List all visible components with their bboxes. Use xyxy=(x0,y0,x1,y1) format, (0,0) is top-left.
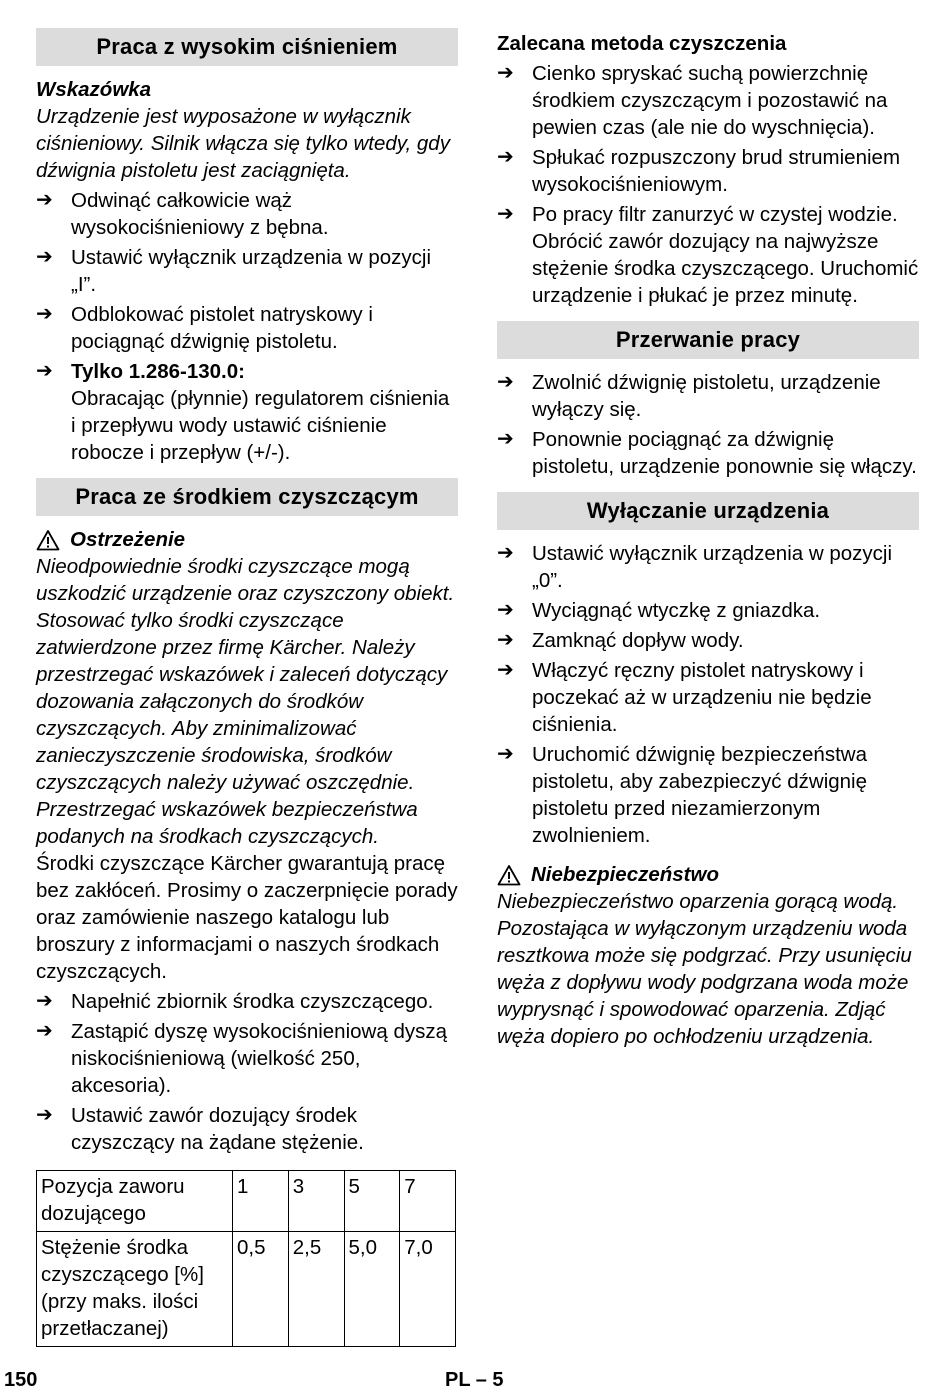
step-item: ➔ Odblokować pistolet natryskowy i pociągnąć dźwignię pistoletu. xyxy=(36,303,373,353)
warning-title: Ostrzeżenie xyxy=(36,526,458,553)
note-title: Wskazówka xyxy=(36,78,152,101)
step-item: ➔ Zwolnić dźwignię pistoletu, urządzenie wyłączy się. xyxy=(497,371,881,421)
section-header-shutdown: Wyłączanie urządzenia xyxy=(497,492,919,530)
arrow-icon: ➔ xyxy=(36,246,53,268)
note-text: Urządzenie jest wyposażone w wyłącznik ciśnieniowy. Silnik włącza się tylko wtedy, gdy dźwignia pistoletu jest zaciągnięta. xyxy=(36,105,450,182)
section-header-detergent: Praca ze środkiem czyszczącym xyxy=(36,478,458,516)
method-title: Zalecana metoda czyszczenia xyxy=(497,32,787,55)
table-cell: 3 xyxy=(288,1171,344,1232)
table-cell: 1 xyxy=(233,1171,289,1232)
dosage-table xyxy=(36,1170,456,1347)
section-header-pause: Przerwanie pracy xyxy=(497,321,919,359)
language-page-label: PL – 5 xyxy=(445,1369,504,1391)
model-only-label: Tylko 1.286-130.0: xyxy=(71,360,245,383)
warning-triangle-icon xyxy=(36,529,60,551)
step-item: ➔ Ponownie pociągnąć za dźwignię pistoletu, urządzenie ponownie się włączy. xyxy=(497,428,917,478)
table-cell: Stężenie środka czyszczącego [%] (przy maks. ilości przetłaczanej) xyxy=(37,1232,233,1347)
arrow-icon: ➔ xyxy=(497,203,514,225)
model-only-text: Obracając (płynnie) regulatorem ciśnienia i przepływu wody ustawić ciśnienie robocze i przepływ (+/-). xyxy=(71,387,450,464)
arrow-icon: ➔ xyxy=(497,146,514,168)
arrow-icon: ➔ xyxy=(497,542,514,564)
table-cell: Pozycja zaworu dozującego xyxy=(37,1171,233,1232)
step-item: ➔ Odwinąć całkowicie wąż wysokociśnieniowy z bębna. xyxy=(36,189,329,239)
page-number: 150 xyxy=(4,1369,38,1391)
step-item: ➔ Po pracy filtr zanurzyć w czystej wodzie. Obrócić zawór dozujący na najwyższe stężenie środka czyszczącego. Uruchomić urządzenie i płukać je przez minutę. xyxy=(497,203,919,307)
step-item: ➔ Napełnić zbiornik środka czyszczącego. xyxy=(36,990,434,1013)
table-cell: 0,5 xyxy=(233,1232,289,1347)
danger-text: Niebezpieczeństwo oparzenia gorącą wodą. Pozostająca w wyłączonym urządzeniu woda resztkowa może się podgrzać. Przy usunięciu węża z dopływu wody podgrzana woda może wyprysnąć i spowodować oparzenia. Zdjąć węża dopiero po ochłodzeniu urządzenia. xyxy=(497,890,912,1048)
table-cell: 5 xyxy=(344,1171,400,1232)
step-item: ➔ Cienko spryskać suchą powierzchnię środkiem czyszczącym i pozostawić na pewien czas (ale nie do wyschnięcia). xyxy=(497,62,888,139)
section-header-high-pressure: Praca z wysokim ciśnieniem xyxy=(36,28,458,66)
arrow-icon: ➔ xyxy=(497,659,514,681)
arrow-icon: ➔ xyxy=(36,303,53,325)
arrow-icon: ➔ xyxy=(497,599,514,621)
arrow-icon: ➔ xyxy=(497,629,514,651)
arrow-icon: ➔ xyxy=(36,189,53,211)
arrow-icon: ➔ xyxy=(497,428,514,450)
step-item: ➔ Zastąpić dyszę wysokociśnieniową dyszą niskociśnieniową (wielkość 250, akcesoria). xyxy=(36,1020,447,1097)
table-row xyxy=(37,1171,456,1232)
arrow-icon: ➔ xyxy=(36,1020,53,1042)
arrow-icon: ➔ xyxy=(36,990,53,1012)
table-cell: 7 xyxy=(400,1171,456,1232)
arrow-icon: ➔ xyxy=(36,1104,53,1126)
table-row xyxy=(37,1232,456,1347)
step-item: ➔ Włączyć ręczny pistolet natryskowy i poczekać aż w urządzeniu nie będzie ciśnienia. xyxy=(497,659,872,736)
arrow-icon: ➔ xyxy=(497,62,514,84)
step-item: ➔ Uruchomić dźwignię bezpieczeństwa pistoletu, aby zabezpieczyć dźwignię pistoletu przed niezamierzonym zwolnieniem. xyxy=(497,743,868,847)
arrow-icon: ➔ xyxy=(497,743,514,765)
step-item: ➔ Spłukać rozpuszczony brud strumieniem wysokociśnieniowym. xyxy=(497,146,901,196)
arrow-icon: ➔ xyxy=(36,360,53,382)
right-column xyxy=(497,30,919,1050)
step-item: ➔ Zamknąć dopływ wody. xyxy=(497,629,744,652)
left-column xyxy=(36,28,458,1347)
table-cell: 5,0 xyxy=(344,1232,400,1347)
table-cell: 2,5 xyxy=(288,1232,344,1347)
step-item: ➔ Ustawić zawór dozujący środek czyszczący na żądane stężenie. xyxy=(36,1104,364,1154)
detergent-info-text: Środki czyszczące Kärcher gwarantują pracę bez zakłóceń. Prosimy o zaczerpnięcie porady oraz zamówienie naszego katalogu lub broszury z informacjami o naszych środkach czyszczących. xyxy=(36,852,458,983)
arrow-icon: ➔ xyxy=(497,371,514,393)
step-item: ➔ Ustawić wyłącznik urządzenia w pozycji „I”. xyxy=(36,246,432,296)
warning-triangle-icon xyxy=(497,864,521,886)
step-item: ➔ Ustawić wyłącznik urządzenia w pozycji „0”. xyxy=(497,542,893,592)
step-item: ➔ Wyciągnąć wtyczkę z gniazdka. xyxy=(497,599,821,622)
danger-title: Niebezpieczeństwo xyxy=(497,861,919,888)
warning-text: Nieodpowiednie środki czyszczące mogą uszkodzić urządzenie oraz czyszczony obiekt. Stosować tylko środki czyszczące zatwierdzone przez firmę Kärcher. Należy przestrzegać wskazówek i zaleceń dotyczący dozowania załączonych do środków czyszczących. Aby zminimalizować zanieczyszczenie środowiska, środków czyszczących należy używać oszczędnie. Przestrzegać wskazówek bezpieczeństwa podanych na środkach czyszczących. xyxy=(36,555,455,848)
table-cell: 7,0 xyxy=(400,1232,456,1347)
step-item-model-only xyxy=(36,358,458,466)
